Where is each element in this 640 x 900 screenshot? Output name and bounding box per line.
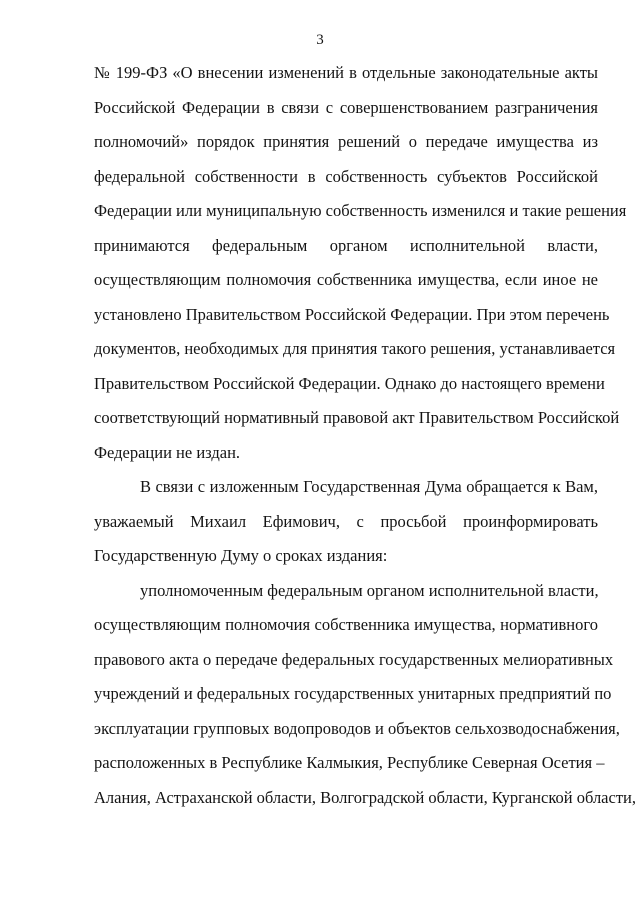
text-line: правового акта о передаче федеральных государственных мелиоративных [94,649,614,669]
text-line: Правительством Российской Федерации. Однако до настоящего времени [94,373,605,393]
text-line: расположенных в Республике Калмыкия, Республике Северная Осетия – [94,753,605,772]
text-line: Российской Федерации в связи с совершенствованием разграничения [94,97,598,117]
text-line: уполномоченным федеральным органом исполнительной власти, [140,580,599,600]
text-line: уважаемый Михаил Ефимович, с просьбой проинформировать [94,511,598,531]
text-line: соответствующий нормативный правовой акт Правительством Российской [94,408,620,427]
text-line: учреждений и федеральных государственных унитарных предприятий по [94,684,612,703]
text-line: полномочий» порядок принятия решений о передаче имущества из [94,132,598,151]
text-line: Алания, Астраханской области, Волгоградской области, Курганской области, [94,787,636,807]
page-number: 3 [316,32,324,48]
paragraph-item [94,574,636,816]
text-line: федеральной собственности в собственность субъектов Российской [94,166,598,186]
text-line: Федерации или муниципальную собственность изменился и такие решения [94,201,627,220]
text-line: № 199-ФЗ «О внесении изменений в отдельные законодательные акты [94,63,598,82]
body-text [94,56,636,815]
text-line: принимаются федеральным органом исполнительной власти, [94,235,598,255]
text-line: В связи с изложенным Государственная Дума обращается к Вам, [140,477,598,496]
paragraph-request [94,470,598,574]
paragraph-intro [94,56,627,470]
text-line: Федерации не издан. [94,442,241,462]
text-line: Государственную Думу о сроках издания: [94,546,388,565]
text-line: эксплуатации групповых водопроводов и объектов сельхозводоснабжения, [94,718,620,738]
text-line: осуществляющим полномочия собственника имущества, если иное не [94,270,598,289]
text-line: осуществляющим полномочия собственника имущества, нормативного [94,615,598,634]
text-line: документов, необходимых для принятия такого решения, устанавливается [94,339,616,358]
text-line: установлено Правительством Российской Федерации. При этом перечень [94,304,610,324]
